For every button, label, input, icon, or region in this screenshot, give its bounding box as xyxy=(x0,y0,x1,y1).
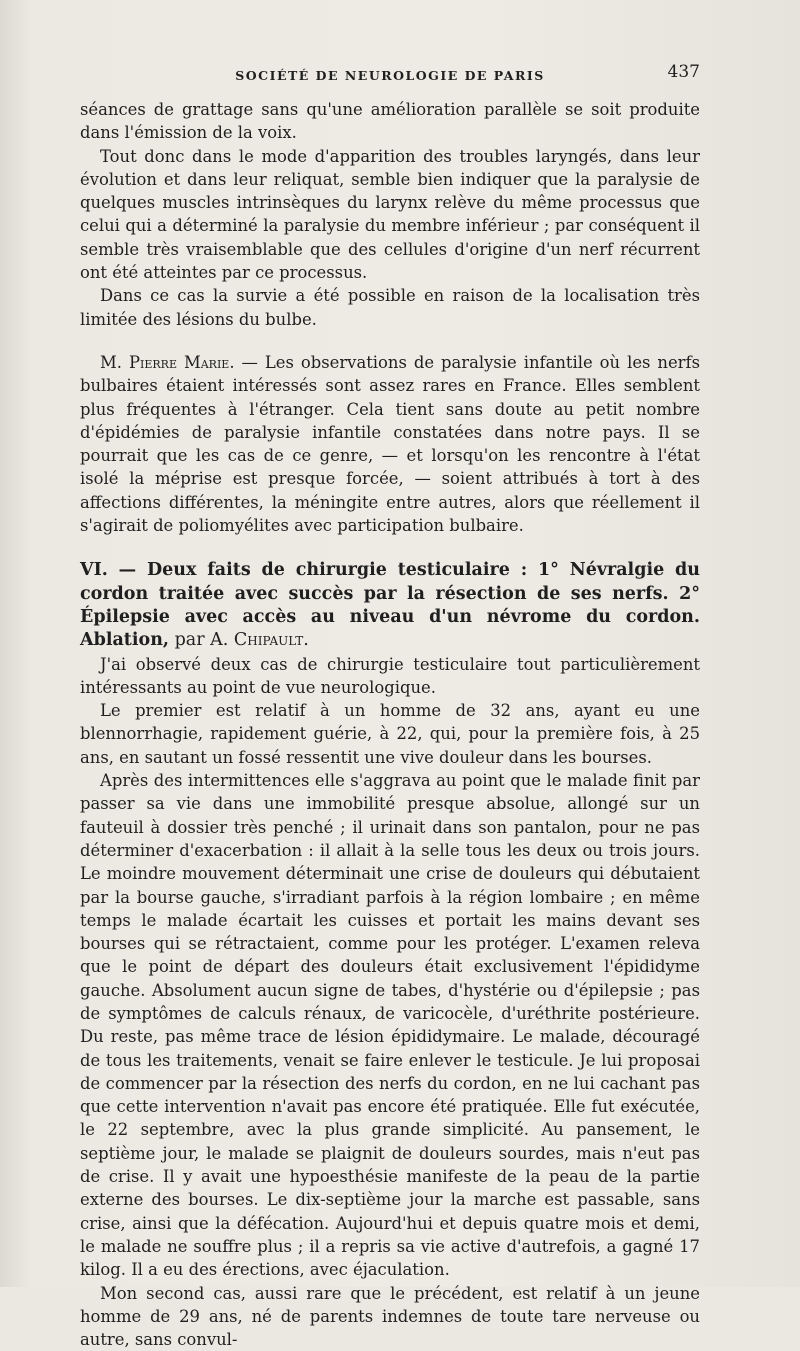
paragraph-continuation: séances de grattage sans qu'une amélioration parallèle se soit produite dans l'émission de la voix. xyxy=(80,100,700,143)
section-title: VI. — Deux faits de chirurgie testiculaire : 1° Névralgie du cordon traitée avec succès par la résection de ses nerfs. 2° Épilepsie avec accès au niveau d'un névrome du cordon. Ablation, xyxy=(80,560,700,651)
page-number: 437 xyxy=(667,62,700,82)
paragraph-pierre-marie xyxy=(80,351,700,537)
section-heading xyxy=(80,559,700,652)
paragraph-first-case-details: Après des intermittences elle s'aggrava au point que le malade finit par passer sa vie dans une immobilité presque absolue, allongé sur un fauteuil à dossier très penché ; il urinait dans son pantalon, pour ne pas déterminer d'exacerbation : il allait à la selle tous les deux ou trois jours. Le moindre mouvement déterminait une crise de douleurs qui débutaient par la bourse gauche, s'irradiant parfois à la région lombaire ; en même temps le malade écartait les cuisses et portait les mains devant ses bourses qui se rétractaient, comme pour les protéger. L'examen releva que le point de départ des douleurs était exclusivement l'épididyme gauche. Absolument aucun signe de tabes, d'hystérie ou d'épilepsie ; pas de symptômes de calculs rénaux, de varicocèle, d'uréthrite postérieure. Du reste, pas même trace de lésion épididymaire. Le malade, découragé de tous les traitements, venait se faire enlever le testicule. Je lui proposai de commencer par la résection des nerfs du cordon, en ne lui cachant pas que cette intervention n'avait pas encore été pratiquée. Elle fut exécutée, le 22 septembre, avec la plus grande simplicité. Au pansement, le septième jour, le malade se plaignit de douleurs sourdes, mais n'eut pas de crise. Il y avait une hypoesthésie manifeste de la peau de la partie externe des bourses. Le dix-septième jour la marche est passable, sans crise, ainsi que la défécation. Aujourd'hui et depuis quatre mois et demi, le malade ne souffre plus ; il a repris sa vie active d'autrefois, a gagné 17 kilog. Il a eu des érections, avec éjaculation. xyxy=(80,771,700,1280)
paragraph-second-case: Mon second cas, aussi rare que le précédent, est relatif à un jeune homme de 29 ans, né de parents indemnes de toute tare nerveuse ou autre, sans convul- xyxy=(80,1283,700,1350)
paragraph-laryngeal-evolution: Tout donc dans le mode d'apparition des troubles laryngés, dans leur évolution et dans leur reliquat, semble bien indiquer que la paralysie de quelques muscles intrinsèques du larynx relève du même processus que celui qui a déterminé la paralysie du membre inférieur ; par conséquent il semble très vraisemblable que des cellules d'origine d'un nerf récurrent ont été atteintes par ce processus. xyxy=(80,146,700,283)
paragraph-first-case: Le premier est relatif à un homme de 32 ans, ayant eu une blennorrhagie, rapidement guérie, à 22, qui, pour la première fois, à 25 ans, en sautant un fossé ressentit une vive douleur dans les bourses. xyxy=(80,701,700,767)
section-byline: par A. xyxy=(169,630,234,651)
page-header xyxy=(80,60,700,90)
speaker-remarks: — Les observations de paralysie infantile où les nerfs bulbaires étaient intéressés sont assez rares en France. Elles semblent plus fréquentes à l'étranger. Cela tient sans doute au petit nombre d'épidémies de paralysie infantile constatées dans notre pays. Il se pourrait que les cas de ce genre, — et lorsqu'on les rencontre à l'état isolé la méprise est presque forcée, — soient attribués à tort à des affections différentes, la méningite entre autres, alors que réellement il s'agirait de poliomyélites avec participation bulbaire. xyxy=(80,352,700,536)
speaker-name: M. Pierre Marie. xyxy=(100,352,235,372)
page-body xyxy=(80,98,700,1351)
section-author: Chipault. xyxy=(233,630,309,651)
paragraph-survival: Dans ce cas la survie a été possible en raison de la localisation très limitée des lésions du bulbe. xyxy=(80,286,700,329)
paragraph-intro-cases: J'ai observé deux cas de chirurgie testiculaire tout particulièrement intéressants au point de vue neurologique. xyxy=(80,654,700,697)
running-head: SOCIÉTÉ DE NEUROLOGIE DE PARIS xyxy=(235,68,545,83)
